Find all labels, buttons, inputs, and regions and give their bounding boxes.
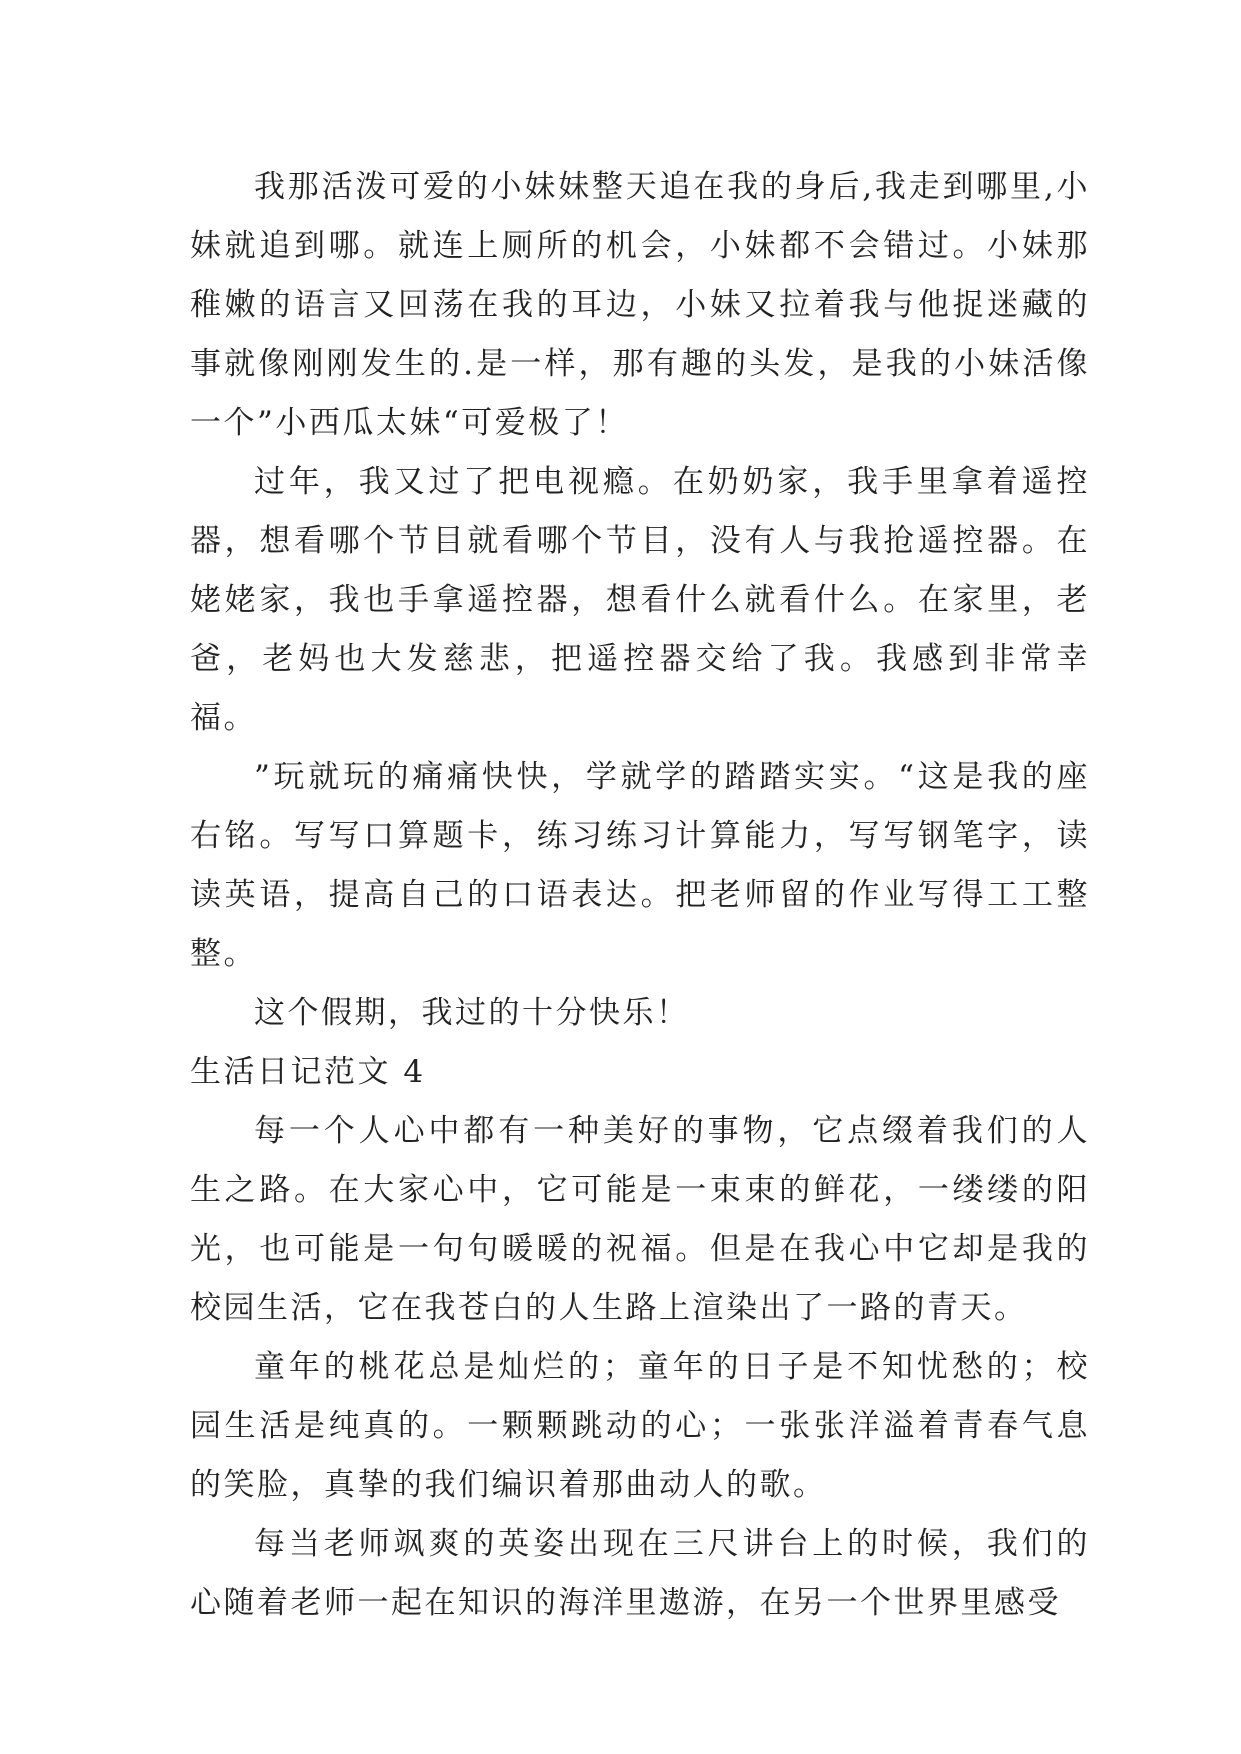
paragraph-beautiful-things: 每一个人心中都有一种美好的事物，它点缀着我们的人生之路。在大家心中，它可能是一束束的鲜花，一缕缕的阳光，也可能是一句句暖暖的祝福。但是在我心中它却是我的校园生活，它在我苍白的人生路上渲染出了一路的青天。 — [190, 1113, 1090, 1326]
paragraph-little-sister: 我那活泼可爱的小妹妹整天追在我的身后,我走到哪里,小妹就追到哪。就连上厕所的机会，小妹都不会错过。小妹那稚嫩的语言又回荡在我的耳边，小妹又拉着我与他捉迷藏的事就像刚刚发生的.是一样，那有趣的头发，是我的小妹活像一个”小西瓜太妹“可爱极了！ — [190, 169, 1090, 441]
paragraph-motto: ”玩就玩的痛痛快快，学就学的踏踏实实。“这是我的座右铭。写写口算题卡，练习练习计算能力，写写钢笔字，读读英语，提高自己的口语表达。把老师留的作业写得工工整整。 — [190, 759, 1090, 972]
document-body — [190, 158, 1090, 1633]
paragraph-childhood: 童年的桃花总是灿烂的；童年的日子是不知忧愁的；校园生活是纯真的。一颗颗跳动的心；一张张洋溢着青春气息的笑脸，真挚的我们编识着那曲动人的歌。 — [190, 1349, 1090, 1503]
section-heading: 生活日记范文 4 — [190, 1054, 426, 1090]
paragraph-teacher: 每当老师飒爽的英姿出现在三尺讲台上的时候，我们的心随着老师一起在知识的海洋里遨游，在另一个世界里感受 — [190, 1526, 1090, 1621]
paragraph-happy-holiday: 这个假期，我过的十分快乐！ — [254, 995, 690, 1031]
paragraph-new-year-tv: 过年，我又过了把电视瘾。在奶奶家，我手里拿着遥控器，想看哪个节目就看哪个节目，没有人与我抢遥控器。在姥姥家，我也手拿遥控器，想看什么就看什么。在家里，老爸，老妈也大发慈悲，把遥控器交给了我。我感到非常幸福。 — [190, 464, 1090, 736]
